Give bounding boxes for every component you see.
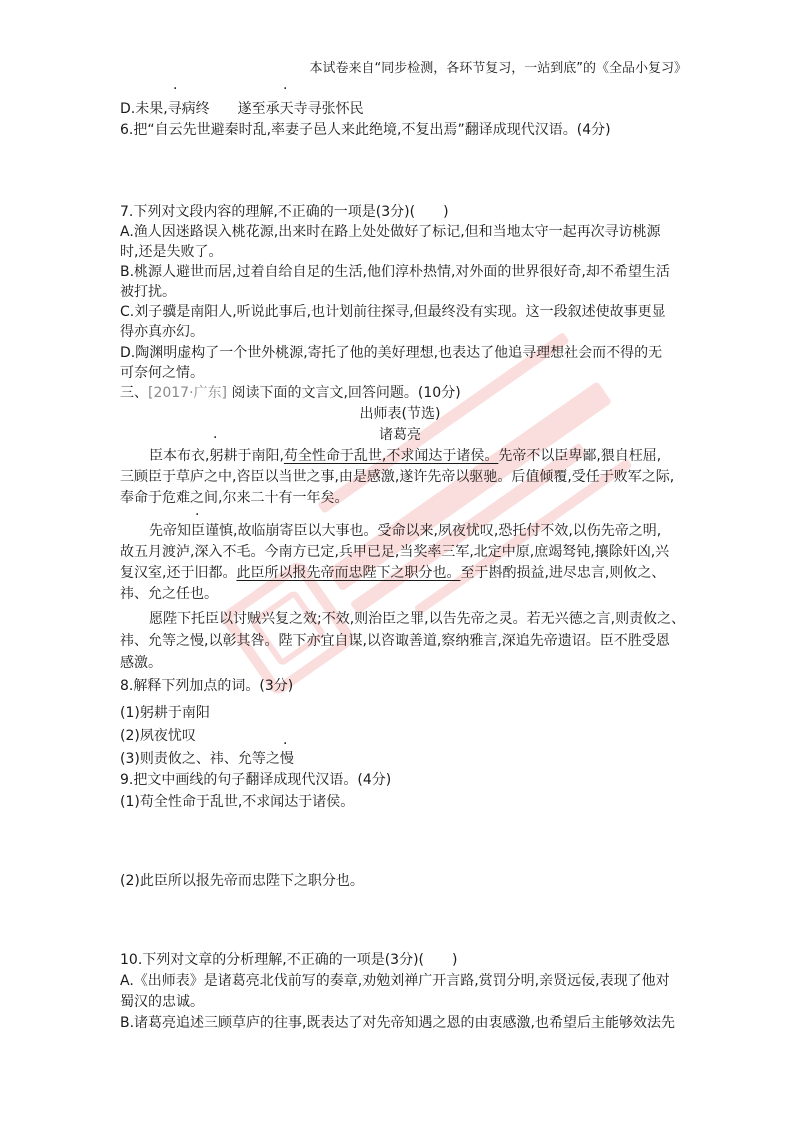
passage-p3-line3: 感激。 [120, 655, 162, 671]
passage-p3-line1: 愿陛下托臣以讨贼兴复之效;不效,则治臣之罪,以告先帝之灵。若无兴德之言,则责攸之、 [149, 611, 686, 627]
q7-option-c-cont: 得亦真亦幻。 [120, 324, 204, 340]
q6-stem: 6.把“自云先世避秦时乱,率妻子邑人来此绝境,不复出焉”翻译成现代汉语。(4分) [120, 122, 611, 138]
q10-option-b: B.诸葛亮追述三顾草庐的往事,既表达了对先帝知遇之恩的由衷感激,也希望后主能够效法先 [120, 1015, 675, 1031]
emphasis-dot: · [173, 81, 178, 97]
passage-text: 复汉室,还于旧都。 [120, 565, 237, 581]
section3-intro: 阅读下面的文言文,回答问题。(10分) [227, 385, 461, 401]
q8-item-2: (2)夙夜忧叹 [120, 728, 196, 744]
q10-stem: 10.下列对文章的分析理解,不正确的一项是(3分)( ) [120, 952, 458, 968]
passage-text: 先帝不以臣卑鄙,猥自枉屈, [498, 448, 662, 464]
q7-option-b: B.桃源人避世而居,过着自给自足的生活,他们淳朴热情,对外面的世界很好奇,却不希望生活 [120, 264, 670, 280]
emphasis-dot: · [283, 81, 288, 97]
q9-item-2: (2)此臣所以报先帝而忠陛下之职分也。 [120, 873, 364, 889]
underlined-sentence-2: 此臣所以报先帝而忠陛下之职分也。 [236, 565, 461, 581]
emphasis-dot: · [213, 430, 218, 446]
q10-option-a: A.《出师表》是诸葛亮北伐前写的奏章,劝勉刘禅广开言路,赏罚分明,亲贤远佞,表现了他对 [120, 973, 670, 989]
passage-p1-line2: 三顾臣于草庐之中,咨臣以当世之事,由是感激,遂许先帝以驱驰。后值倾覆,受任于败军之际, [120, 469, 675, 485]
q9-item-1: (1)苟全性命于乱世,不求闻达于诸侯。 [120, 794, 355, 810]
emphasis-dot: · [195, 507, 200, 523]
q9-stem: 9.把文中画线的句子翻译成现代汉语。(4分) [120, 772, 392, 788]
page-header: 本试卷来自“同步检测，各环节复习，一站到底”的《全品小复习》 [309, 61, 687, 76]
source-tag: [2017·广东] [148, 385, 228, 401]
q8-item-1: (1)躬耕于南阳 [120, 705, 210, 721]
passage-text: 至于斟酌损益,进尽忠言,则攸之、 [460, 565, 666, 581]
q7-stem: 7.下列对文段内容的理解,不正确的一项是(3分)( ) [120, 204, 449, 220]
passage-p1-line3: 奉命于危难之间,尔来二十有一年矣。 [120, 490, 349, 506]
passage-text: 臣本布衣,躬耕于南阳, [149, 448, 284, 464]
q7-option-a-cont: 时,还是失败了。 [120, 244, 223, 260]
underlined-sentence-1: 苟全性命于乱世,不求闻达于诸侯。 [283, 448, 499, 464]
section3-heading [120, 384, 461, 402]
passage-title: 出师表(节选) [359, 406, 441, 422]
q10-option-a-cont: 蜀汉的忠诚。 [120, 994, 204, 1010]
q8-stem: 8.解释下列加点的词。(3分) [120, 678, 294, 694]
passage-p1-line1 [149, 447, 661, 465]
q7-option-b-cont: 被打扰。 [120, 284, 176, 300]
q7-option-d: D.陶渊明虚构了一个世外桃源,寄托了他的美好理想,也表达了他追寻理想社会而不得的无 [120, 345, 663, 361]
passage-author: 诸葛亮 [379, 427, 421, 443]
q7-option-a: A.渔人因迷路误入桃花源,出来时在路上处处做好了标记,但和当地太守一起再次寻访桃源 [120, 224, 661, 240]
q5-option-d: D.未果,寻病终 遂至承天寺寻张怀民 [120, 101, 364, 117]
section3-prefix: 三、 [120, 385, 148, 401]
passage-p3-line2: 祎、允等之慢,以彰其咎。陛下亦宜自谋,以咨诹善道,察纳雅言,深追先帝遗诏。臣不胜受恩 [120, 633, 670, 649]
q8-item-3: (3)则责攸之、祎、允等之慢 [120, 751, 294, 767]
emphasis-dot: · [283, 736, 288, 752]
passage-p2-line4: 祎、允之任也。 [120, 586, 218, 602]
passage-p2-line2: 故五月渡泸,深入不毛。今南方已定,兵甲已足,当奖率三军,北定中原,庶竭驽钝,攘除奸凶,兴 [120, 544, 670, 560]
q7-option-d-cont: 可奈何之情。 [120, 365, 204, 381]
passage-p2-line3 [120, 564, 665, 582]
q7-option-c: C.刘子骥是南阳人,听说此事后,也计划前往探寻,但最终没有实现。这一段叙述使故事更显 [120, 304, 666, 320]
passage-p2-line1: 先帝知臣谨慎,故临崩寄臣以大事也。受命以来,夙夜忧叹,恐托付不效,以伤先帝之明, [149, 523, 662, 539]
